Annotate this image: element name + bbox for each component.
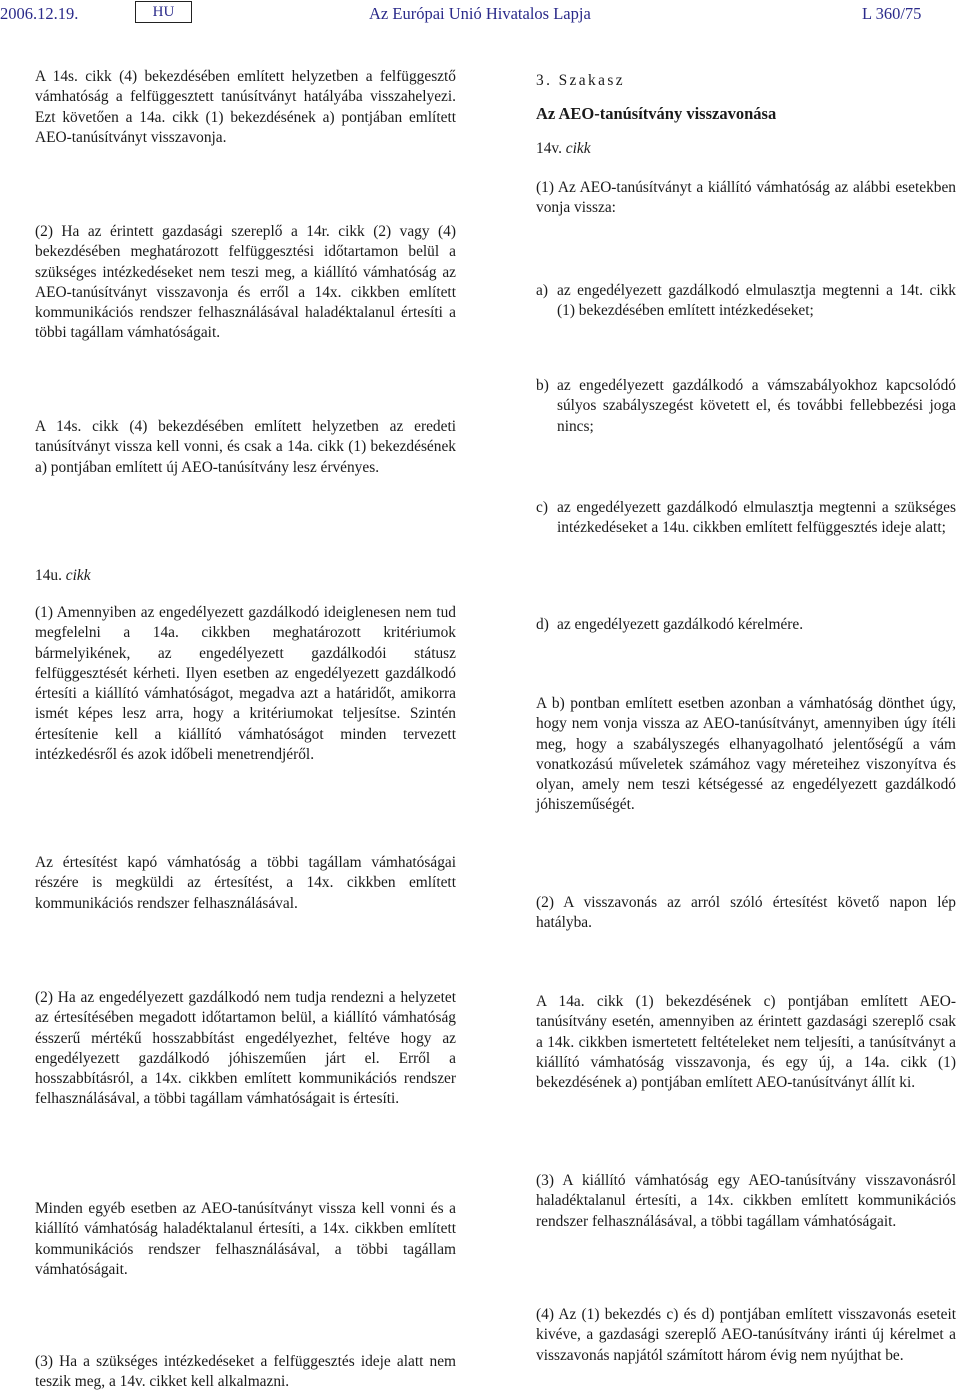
paragraph: (2) A visszavonás az arról szóló értesítést követő napon lép hatályba. [536,894,956,932]
publication-date: 2006.12.19. [0,4,79,23]
list-item-label: a) [536,282,548,299]
article-number: 14v. [536,140,562,157]
paragraph: (3) Ha a szükséges intézkedéseket a felfüggesztés ideje alatt nem teszik meg, a 14v. cikket kell alkalmazni. [35,1353,456,1391]
paragraph: A 14s. cikk (4) bekezdésében említett helyzetben az eredeti tanúsítványt vissza kell vonni, és csak a 14a. cikk (1) bekezdésének a) pontjában említett új AEO-tanúsítvány lesz érvényes. [35,418,456,476]
list-item-text: az engedélyezett gazdálkodó kérelmére. [557,616,804,633]
paragraph: A 14a. cikk (1) bekezdésének c) pontjában említett AEO-tanúsítvány esetén, amennyiben az érintett gazdasági szereplő csak a 14k. cikkben ismertetett feltételeket nem teljesíti, a tanúsítványt a kiállító vámhatóság visszavonja, és egy új, a 14a. cikk (1) bekezdésének a) pontjában említett AEO-tanúsítványt állít ki. [536,993,956,1092]
page-header [0,0,960,28]
article-word: cikk [65,567,91,584]
paragraph: (2) Ha az érintett gazdasági szereplő a 14r. cikk (2) vagy (4) bekezdésében meghatározott felfüggesztési időtartamon belül a szükséges intézkedéseket nem teszi meg, a kiállító vámhatóság az AEO-tanúsítványt visszavonja és erről a 14x. cikkben említett kommunikációs rendszer felhasználásával haladéktalanul értesíti a többi tagállam vámhatóságait. [35,223,456,342]
section-title: Az AEO-tanúsítvány visszavonása [536,104,777,123]
paragraph: Az értesítést kapó vámhatóság a többi tagállam vámhatóságai részére is megküldi az értesítést, a 14x. cikkben említett kommunikációs rendszer felhasználásával. [35,854,456,912]
paragraph: Minden egyéb esetben az AEO-tanúsítványt vissza kell vonni és a kiállító vámhatóság haladéktalanul értesíti, a 14x. cikkben említett kommunikációs rendszer felhasználásával, a többi tagállam vámhatóságait. [35,1200,456,1278]
paragraph: (2) Ha az engedélyezett gazdálkodó nem tudja rendezni a helyzetet az értesítésében megadott időtartamon belül, a kiállító vámhatóság ésszerű mértékű hosszabbítást engedélyezhet, feltéve hogy az engedélyezett gazdálkodó jóhiszeműen járt el. Erről a hosszabbításról, a 14x. cikkben említett kommunikációs rendszer felhasználásával, a többi tagállam vámhatóságait is értesíti. [35,989,456,1108]
article-heading [35,567,91,585]
article-number: 14u. [35,567,62,584]
list-item-text: az engedélyezett gazdálkodó elmulasztja megtenni a szükséges intézkedéseket a 14u. cikkben említett felfüggesztés ideje alatt; [557,499,956,537]
paragraph: (1) Amennyiben az engedélyezett gazdálkodó ideiglenesen nem tud megfelelni a 14a. cikkben meghatározott kritériumok bármelyikének, az engedélyezett gazdálkodói státusz felfüggesztését kérheti. Ilyen esetben az engedélyezett gazdálkodó értesíti a kiállító vámhatóságot, megadva azt a határidőt, amikorra ismét képes lesz arra, hogy a kritériumokat teljesítse. Szintén értesítenie kell a kiállító vámhatóságot minden tervezett intézkedésről és azok időbeli menetrendjéről. [35,604,456,764]
list-item [536,498,956,539]
list-item [536,281,956,322]
page-reference: L 360/75 [862,4,922,23]
paragraph: (1) Az AEO-tanúsítványt a kiállító vámhatóság az alábbi esetekben vonja vissza: [536,179,956,217]
list-item [536,376,956,437]
article-heading [536,140,591,158]
paragraph: A b) pontban említett esetben azonban a vámhatóság dönthet úgy, hogy nem vonja vissza az AEO-tanúsítványt, amennyiben úgy ítéli meg, hogy a szabályszegés elhanyagolható jelentőségű a vám vonatkozású műveletek számához vagy méreteihez viszonyítva és olyan, amely nem teszi kétségessé az engedélyezett gazdálkodó jóhiszeműségét. [536,695,956,814]
list-item-label: b) [536,377,549,394]
paragraph: A 14s. cikk (4) bekezdésében említett helyzetben a felfüggesztő vámhatóság a felfüggesztett tanúsítványt hatályába visszahelyezi. Ezt követően a 14a. cikk (1) bekezdésének a) pontjában említett AEO-tanúsítványt visszavonja. [35,68,456,146]
list-item-text: az engedélyezett gazdálkodó a vámszabályokhoz kapcsolódó súlyos szabályszegést követett el, és további fellebbezési joga nincs; [557,377,956,435]
journal-title: Az Európai Unió Hivatalos Lapja [369,4,591,23]
article-word: cikk [565,140,591,157]
list-item-label: c) [536,499,548,516]
paragraph: (4) Az (1) bekezdés c) és d) pontjában említett visszavonás eseteit kivéve, a gazdasági szereplő AEO-tanúsítvány iránti új kérelmet a visszavonás napjától számított három évig nem nyújthat be. [536,1306,956,1364]
language-badge: HU [135,1,192,23]
paragraph: (3) A kiállító vámhatóság egy AEO-tanúsítvány visszavonásról haladéktalanul értesíti, a 14x. cikkben említett kommunikációs rendszer felhasználásával, a többi tagállam vámhatóságait. [536,1172,956,1230]
list-item-text: az engedélyezett gazdálkodó elmulasztja megtenni a 14t. cikk (1) bekezdésében említett intézkedéseket; [557,282,956,320]
list-item [536,615,956,635]
list-item-label: d) [536,616,549,633]
section-number: 3. Szakasz [536,72,625,89]
